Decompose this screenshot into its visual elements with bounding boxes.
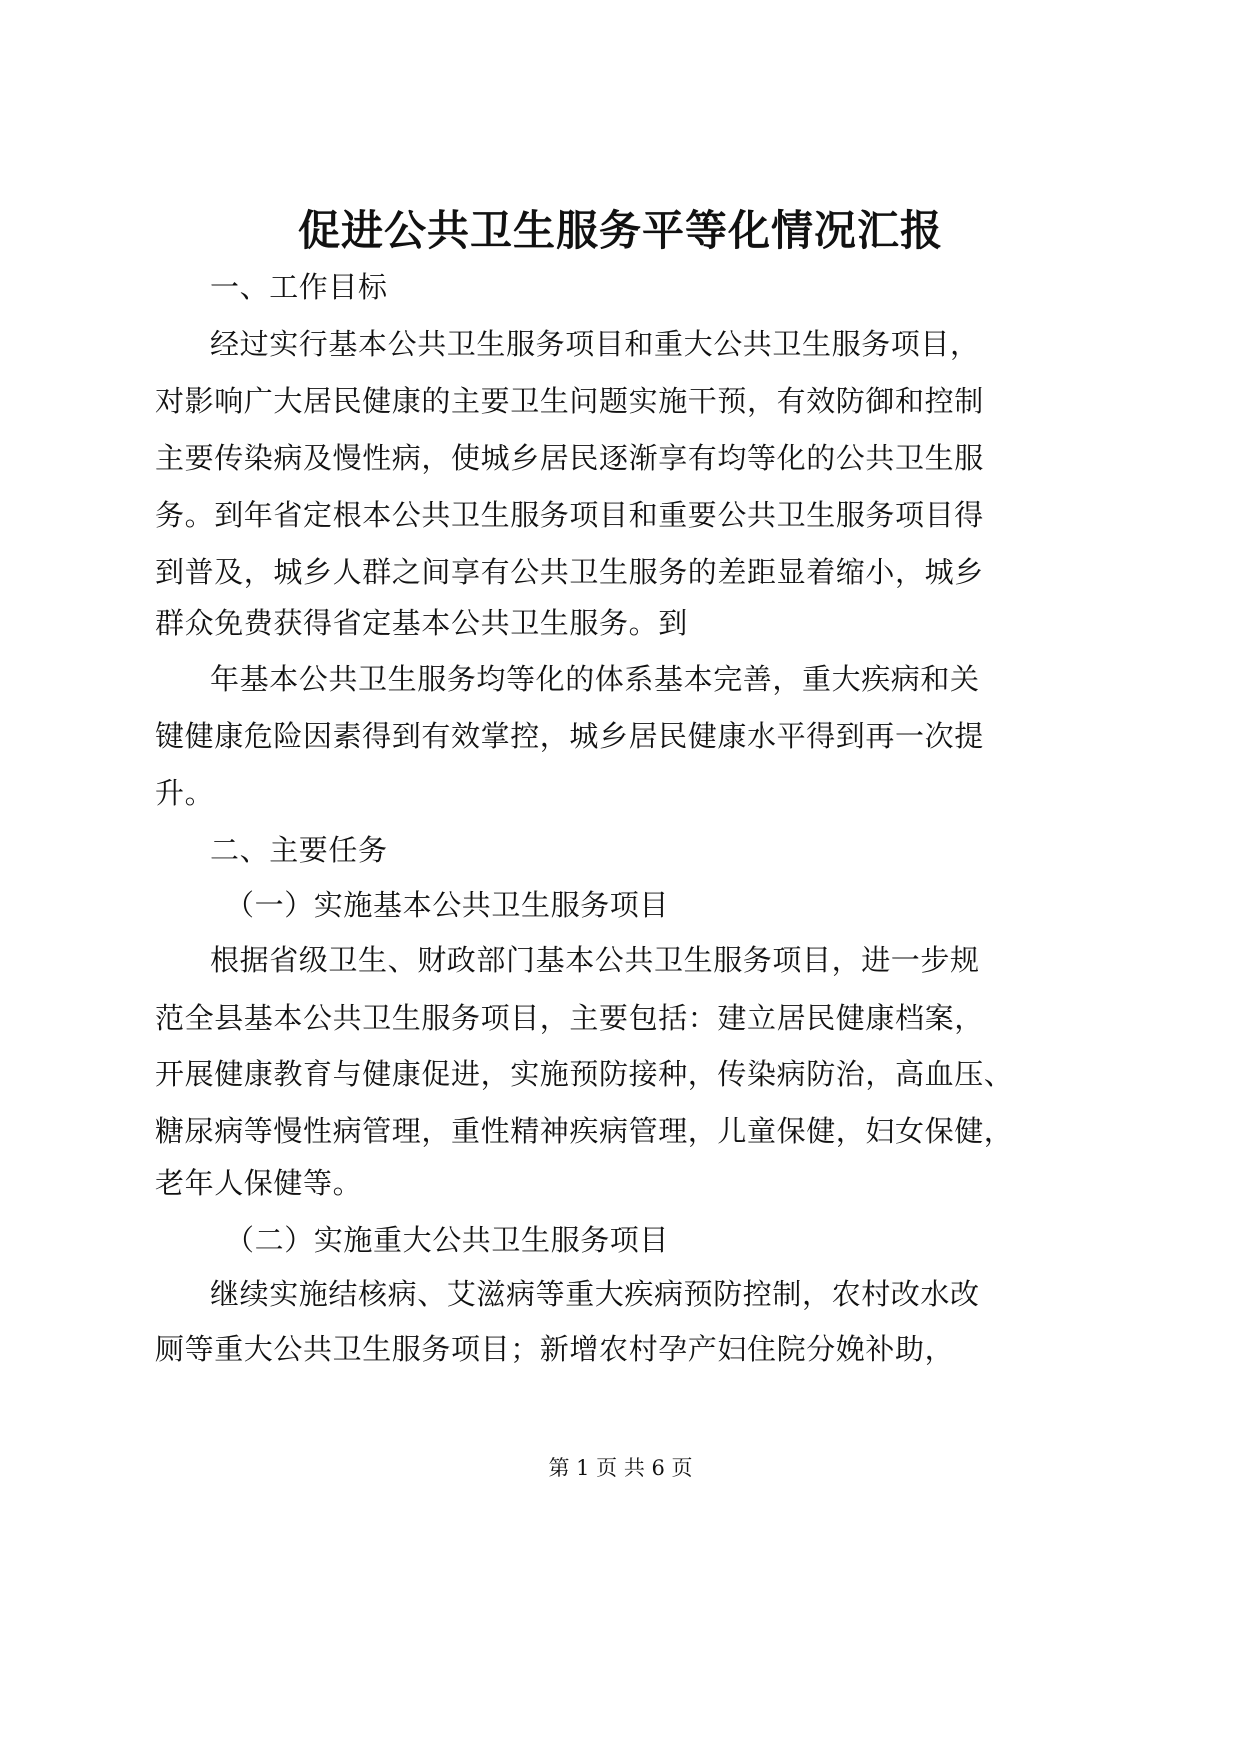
paragraph-line: 经过实行基本公共卫生服务项目和重大公共卫生服务项目， [210,327,980,361]
paragraph-line: 糖尿病等慢性病管理，重性精神疾病管理，儿童保健，妇女保健， [155,1114,1014,1148]
paragraph-line: 到普及，城乡人群之间享有公共卫生服务的差距显着缩小，城乡 [155,555,984,589]
paragraph-line: 升。 [155,776,215,810]
section-heading: 二、主要任务 [210,833,388,867]
paragraph-line: 根据省级卫生、财政部门基本公共卫生服务项目，进一步规 [210,943,980,977]
paragraph-line: 群众免费获得省定基本公共卫生服务。到 [155,606,688,640]
paragraph-line: 对影响广大居民健康的主要卫生问题实施干预，有效防御和控制 [155,384,984,418]
paragraph-line: 务。到年省定根本公共卫生服务项目和重要公共卫生服务项目得 [155,498,984,532]
section-heading: 一、工作目标 [210,270,388,304]
paragraph-line: 键健康危险因素得到有效掌控，城乡居民健康水平得到再一次提 [155,719,984,753]
paragraph-line: 继续实施结核病、艾滋病等重大疾病预防控制，农村改水改 [210,1277,980,1311]
paragraph-line: 主要传染病及慢性病，使城乡居民逐渐享有均等化的公共卫生服 [155,441,984,475]
paragraph-line: 开展健康教育与健康促进，实施预防接种，传染病防治，高血压、 [155,1057,1014,1091]
document-title: 促进公共卫生服务平等化情况汇报 [297,206,943,255]
paragraph-line: 老年人保健等。 [155,1166,363,1200]
paragraph-line: 厕等重大公共卫生服务项目；新增农村孕产妇住院分娩补助， [155,1332,955,1366]
paragraph-line: 范全县基本公共卫生服务项目，主要包括：建立居民健康档案， [155,1001,984,1035]
page-footer: 第 1 页 共 6 页 [548,1456,693,1480]
subsection-heading: （一）实施基本公共卫生服务项目 [225,888,670,922]
subsection-heading: （二）实施重大公共卫生服务项目 [225,1223,670,1257]
paragraph-line: 年基本公共卫生服务均等化的体系基本完善，重大疾病和关 [210,662,980,696]
